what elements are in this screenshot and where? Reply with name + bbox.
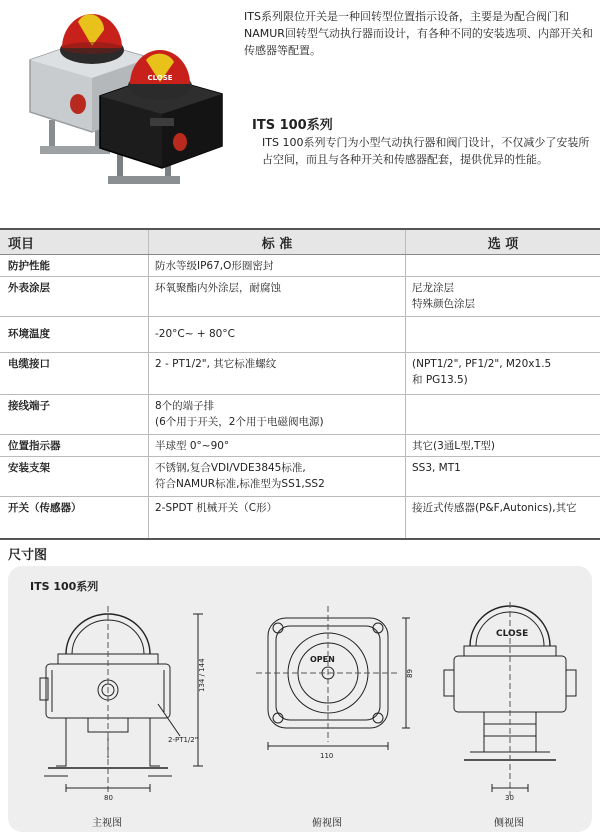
standard-line: 防水等级IP67,O形圈密封	[155, 260, 274, 272]
header-option: 选 项	[406, 229, 600, 255]
limit-switch-photo	[0, 0, 232, 205]
intro-paragraph: ITS系列限位开关是一种回转型位置指示设备，主要是为配合阀门和NAMUR回转型气动执行器而设计，有各种不同的安装选项、内部开关和传感器等配置。	[244, 10, 593, 57]
header-standard: 标 准	[149, 229, 406, 255]
spec-table	[0, 228, 600, 540]
row-standard	[149, 317, 406, 353]
standard-line: 不锈钢,复合VDI/VDE3845标准,	[155, 462, 306, 474]
standard-line: 半球型 0°~90°	[155, 440, 230, 452]
open-marking: OPEN	[310, 655, 335, 664]
table-row	[0, 497, 600, 539]
drawing-label: ITS 100系列	[30, 580, 99, 593]
dim-side-width-label: 30	[505, 794, 514, 802]
row-standard	[149, 497, 406, 539]
side-view-caption: 侧视图	[494, 818, 524, 829]
table-row	[0, 317, 600, 353]
dim-top-width-label: 110	[320, 752, 334, 760]
front-view-caption: 主视图	[92, 818, 122, 829]
table-row	[0, 457, 600, 497]
row-item: 外表涂层	[0, 277, 149, 317]
standard-line: 8个的端子排	[155, 400, 215, 412]
series-title: ITS 100系列	[252, 118, 333, 133]
standard-line: 2 - PT1/2", 其它标准螺纹	[155, 358, 277, 370]
option-line: 特殊颜色涂层	[412, 298, 475, 310]
row-item: 接线端子	[0, 395, 149, 435]
standard-line: (6个用于开关，2个用于电磁阀电源)	[155, 416, 324, 428]
table-row	[0, 255, 600, 277]
table-row	[0, 395, 600, 435]
row-option	[406, 395, 600, 435]
table-row	[0, 353, 600, 395]
row-item: 位置指示器	[0, 435, 149, 457]
dim-front-width-label: 80	[104, 794, 113, 802]
table-row	[0, 277, 600, 317]
row-option	[406, 277, 600, 317]
row-option	[406, 457, 600, 497]
table-header-row	[0, 229, 600, 255]
option-line: 和 PG13.5)	[412, 374, 468, 386]
row-item: 环境温度	[0, 317, 149, 353]
row-standard	[149, 457, 406, 497]
row-item: 电缆接口	[0, 353, 149, 395]
row-option	[406, 497, 600, 539]
standard-line: -20°C~ + 80°C	[155, 328, 235, 340]
row-option	[406, 317, 600, 353]
row-option	[406, 353, 600, 395]
svg-text:CLOSE: CLOSE	[147, 74, 173, 82]
standard-line: 2-SPDT 机械开关（C形）	[155, 502, 278, 514]
standard-line: 符合NAMUR标准,标准型为SS1,SS2	[155, 478, 325, 490]
top-view-drawing	[256, 606, 410, 750]
row-option	[406, 255, 600, 277]
dim-top-height-label: 89	[406, 669, 414, 678]
dimension-drawing	[8, 566, 592, 832]
front-view-drawing	[40, 606, 203, 794]
dim-thread-label: 2-PT1/2"	[168, 736, 198, 744]
row-item: 防护性能	[0, 255, 149, 277]
table-row	[0, 435, 600, 457]
option-line: 尼龙涂层	[412, 282, 454, 294]
row-standard	[149, 353, 406, 395]
row-standard	[149, 277, 406, 317]
series-description: ITS 100系列专门为小型气动执行器和阀门设计，不仅减少了安装所占空间，而且与各种开关和传感器配套，提供优异的性能。	[262, 136, 590, 166]
row-item: 开关（传感器）	[0, 497, 149, 539]
standard-line: 环氧聚酯内外涂层，耐腐蚀	[155, 282, 281, 294]
close-marking: CLOSE	[496, 629, 529, 639]
row-standard	[149, 255, 406, 277]
dim-height-label: 134 / 144	[198, 658, 206, 692]
top-view-caption: 俯视图	[312, 818, 342, 829]
row-standard	[149, 395, 406, 435]
option-line: (NPT1/2", PF1/2", M20x1.5	[412, 358, 552, 370]
dimensions-title: 尺寸图	[8, 548, 48, 563]
product-photo	[0, 0, 232, 205]
row-standard	[149, 435, 406, 457]
option-line: 接近式传感器(P&F,Autonics),其它	[412, 502, 577, 514]
row-item: 安装支架	[0, 457, 149, 497]
option-line: 其它(3通L型,T型)	[412, 440, 495, 452]
option-line: SS3, MT1	[412, 462, 461, 474]
row-option	[406, 435, 600, 457]
header-item: 项目	[0, 229, 149, 255]
